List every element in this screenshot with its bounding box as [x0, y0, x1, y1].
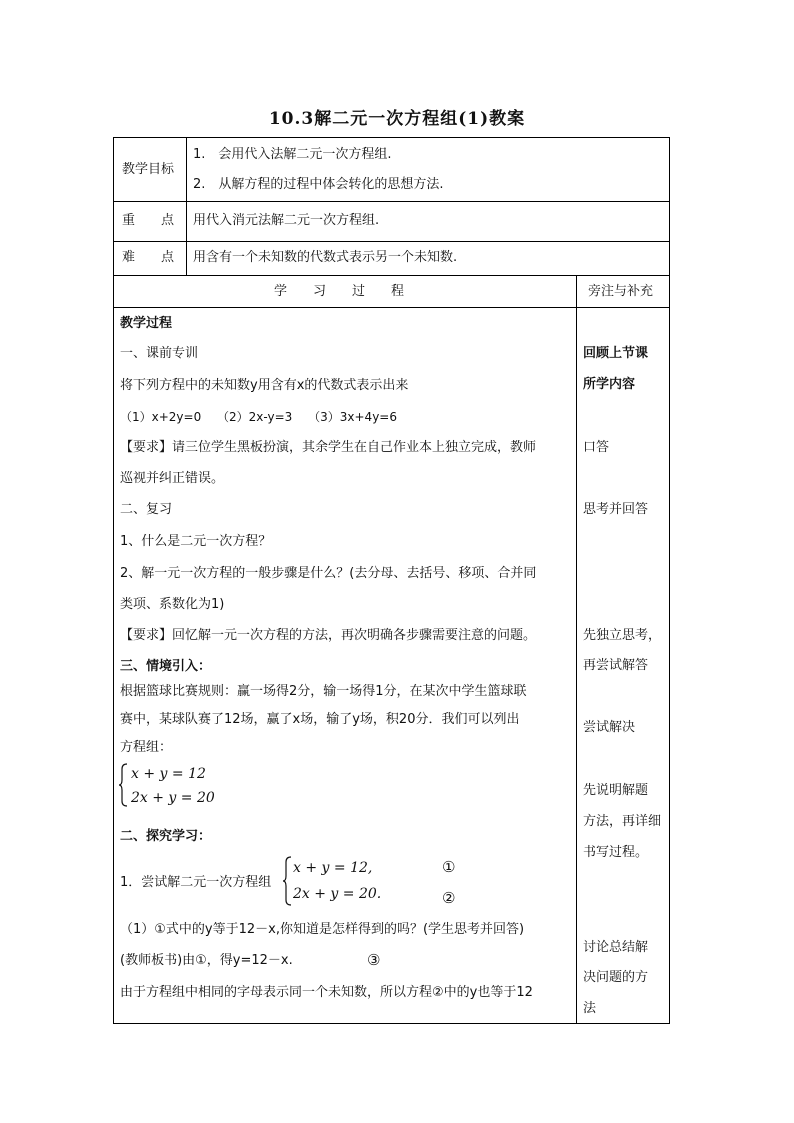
section-2-question-2-line-2: 类项、系数化为1)	[120, 597, 225, 612]
key-point-label: 重 点	[122, 213, 175, 228]
note-6-line-1: 先说明解题	[583, 783, 649, 798]
note-4-line-1: 先独立思考，	[583, 628, 662, 643]
section-2-requirement: 【要求】回忆解一元一次方程的方法，再次明确各步骤需要注意的问题。	[120, 628, 537, 643]
section-3-title: 三、情境引入：	[120, 659, 212, 674]
row-divider	[113, 201, 670, 202]
notes-column-header: 旁注与补充	[588, 284, 654, 299]
section-2-question-1: 1、什么是二元一次方程？	[120, 534, 272, 549]
section-1-task: 将下列方程中的未知数y用含有x的代数式表示出来	[120, 378, 409, 393]
process-column-header: 学习过程	[274, 284, 431, 299]
difficulty-text: 用含有一个未知数的代数式表示另一个未知数.	[193, 250, 458, 265]
system-1-equation-2: 2x + y = 20	[131, 790, 215, 806]
section-1-title: 一、课前专训	[120, 346, 199, 361]
section-4-question-1: （1）①式中的y等于12－x,你知道是怎样得到的吗？(学生思考并回答)	[120, 922, 525, 937]
section-4-last-line: 由于方程组中相同的字母表示同一个未知数，所以方程②中的y也等于12	[120, 985, 533, 1000]
section-1-requirement-2: 巡视并纠正错误。	[120, 471, 225, 486]
system-brace-2	[282, 856, 292, 906]
section-3-line-1: 根据篮球比赛规则：赢一场得2分，输一场得1分，在某次中学生篮球联	[120, 684, 527, 699]
note-7-line-1: 讨论总结解	[583, 940, 649, 955]
note-7-line-3: 法	[583, 1001, 597, 1016]
process-heading: 教学过程	[120, 316, 173, 331]
equation-marker-2: ②	[442, 889, 456, 907]
goal-item-1: 1. 会用代入法解二元一次方程组.	[193, 147, 392, 162]
section-4-try: 1．尝试解二元一次方程组	[120, 875, 272, 890]
note-2: 口答	[583, 440, 610, 455]
note-6-line-3: 书写过程。	[583, 845, 649, 860]
section-3-line-3: 方程组：	[120, 740, 173, 755]
section-4-board-note: (教师板书)由①，得y=12－x.	[120, 953, 293, 968]
system-2-equation-2: 2x + y = 20.	[293, 886, 382, 902]
note-7-line-2: 决问题的方	[583, 970, 649, 985]
system-2-equation-1: x + y = 12,	[293, 860, 373, 876]
document-title: 10.3解二元一次方程组(1)教案	[268, 109, 526, 129]
goal-label: 教学目标	[122, 162, 175, 177]
note-6-line-2: 方法，再详细	[583, 814, 662, 829]
equation-marker-3: ③	[367, 951, 381, 969]
difficulty-label: 难 点	[122, 250, 175, 265]
note-5: 尝试解决	[583, 720, 636, 735]
equation-marker-1: ①	[442, 858, 456, 876]
system-brace-1	[118, 763, 128, 807]
row-divider	[113, 241, 670, 242]
row-divider	[113, 275, 670, 276]
notes-column-divider	[576, 275, 577, 1024]
section-2-question-2-line-1: 2、解一元一次方程的一般步骤是什么？(去分母、去括号、移项、合并同	[120, 566, 537, 581]
system-1-equation-1: x + y = 12	[131, 766, 206, 782]
key-point-text: 用代入消元法解二元一次方程组.	[193, 213, 380, 228]
section-4-title: 二、探究学习：	[120, 829, 212, 844]
label-column-divider	[186, 137, 187, 275]
note-1-line-1: 回顾上节课	[583, 346, 649, 361]
goal-item-2: 2. 从解方程的过程中体会转化的思想方法.	[193, 177, 444, 192]
note-1-line-2: 所学内容	[583, 377, 636, 392]
note-3: 思考并回答	[583, 502, 649, 517]
row-divider	[113, 307, 670, 308]
section-1-requirement-1: 【要求】请三位学生黑板扮演，其余学生在自己作业本上独立完成，教师	[120, 440, 537, 455]
section-3-line-2: 赛中，某球队赛了12场，赢了x场，输了y场，积20分．我们可以列出	[120, 712, 520, 727]
note-4-line-2: 再尝试解答	[583, 658, 649, 673]
section-1-equations: （1）x+2y=0 （2）2x-y=3 （3）3x+4y=6	[120, 410, 397, 424]
section-2-title: 二、复习	[120, 502, 173, 517]
